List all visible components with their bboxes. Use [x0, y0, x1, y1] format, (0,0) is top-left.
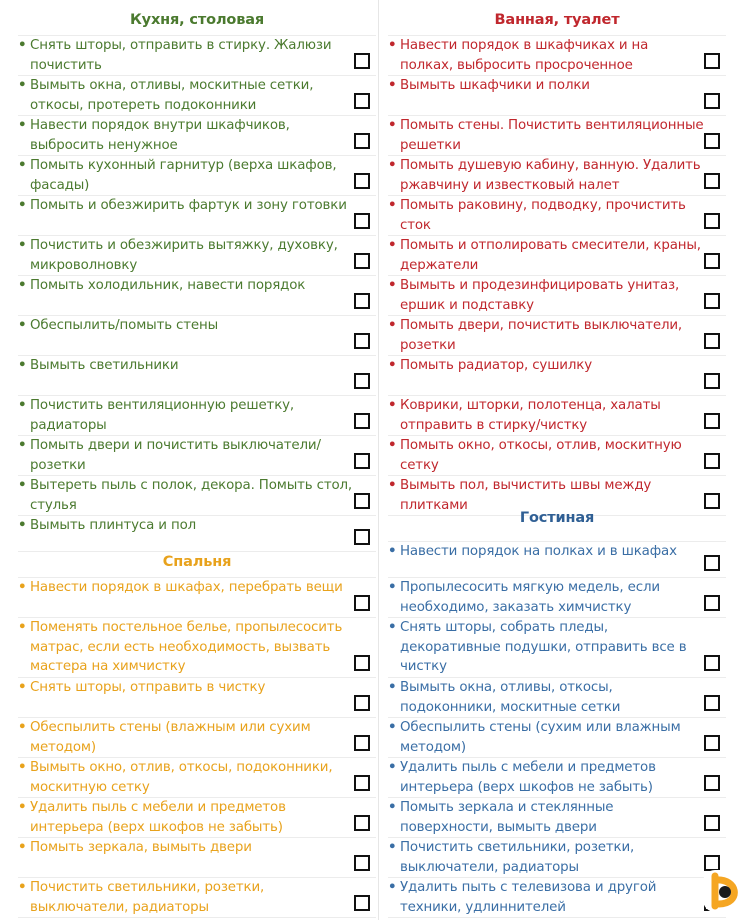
bullet: •: [388, 238, 397, 253]
checklist-item: [18, 236, 376, 276]
checklist-item-text: Помыть зеркала и стеклянные поверхности, вымыть двери: [400, 800, 614, 835]
checklist-item-text: Помыть зеркала, вымыть двери: [30, 840, 252, 855]
checklist-item-text: Снять шторы, отправить в стирку. Жалюзи почистить: [30, 38, 332, 73]
checkbox-icon[interactable]: [354, 655, 370, 671]
bullet: •: [388, 544, 397, 559]
bullet: •: [18, 78, 27, 93]
checklist-item-text: Помыть двери и почистить выключатели/розетки: [30, 438, 321, 473]
bullet: •: [388, 118, 397, 133]
checklist-item-text: Помыть стены. Почистить вентиляционные решетки: [400, 118, 704, 153]
checklist-item: [18, 36, 376, 76]
checklist-item-text: Вымыть пол, вычистить швы между плитками: [400, 478, 652, 513]
bullet: •: [388, 318, 397, 333]
bullet: •: [18, 620, 27, 635]
checklist-item-text: Навести порядок в шкафчиках и на полках, выбросить просроченное: [400, 38, 649, 73]
checklist-item-text: Коврики, шторки, полотенца, халаты отправить в стирку/чистку: [400, 398, 661, 433]
bullet: •: [18, 38, 27, 53]
checklist-item-text: Помыть душевую кабину, ванную. Удалить ржавчину и известковый налет: [400, 158, 701, 193]
checkbox-icon[interactable]: [704, 815, 720, 831]
bullet: •: [388, 38, 397, 53]
bullet: •: [388, 438, 397, 453]
checkbox-icon[interactable]: [354, 735, 370, 751]
checklist-item: [18, 436, 376, 476]
checkbox-icon[interactable]: [704, 373, 720, 389]
checklist-item-text: Удалить пыль с мебели и предметов интерьера (верх шкофов не забыть): [400, 760, 656, 795]
checklist-item-text: Навести порядок в шкафах, перебрать вещи: [30, 580, 343, 595]
checkbox-icon[interactable]: [354, 695, 370, 711]
checklist-item-text: Помыть и обезжирить фартук и зону готовки: [30, 198, 347, 213]
column-divider: [378, 0, 379, 920]
checklist-item-text: Снять шторы, собрать пледы, декоративные подушки, отправить все в чистку: [400, 620, 687, 674]
checklist-item: [18, 76, 376, 116]
checklist-item-text: Помыть окно, откосы, отлив, москитную сетку: [400, 438, 682, 473]
bullet: •: [388, 478, 397, 493]
checklist-item-text: Помыть двери, почистить выключатели, розетки: [400, 318, 683, 353]
bullet: •: [388, 840, 397, 855]
bullet: •: [18, 198, 27, 213]
bullet: •: [18, 680, 27, 695]
checklist-item-text: Почистить вентиляционную решетку, радиаторы: [30, 398, 295, 433]
checklist-item: [388, 236, 726, 276]
checklist-item: [388, 436, 726, 476]
checklist-item-text: Помыть холодильник, навести порядок: [30, 278, 306, 293]
checkbox-icon[interactable]: [354, 453, 370, 469]
checklist-item-text: Помыть и отполировать смесители, краны, держатели: [400, 238, 701, 273]
checklist-item-text: Навести порядок на полках и в шкафах: [400, 544, 677, 559]
checkbox-icon[interactable]: [354, 595, 370, 611]
checklist-item-text: Вымыть и продезинфицировать унитаз, ершик и подставку: [400, 278, 680, 313]
bullet: •: [18, 518, 27, 533]
checklist-item-text: Обеспылить стены (влажным или сухим методом): [30, 720, 311, 755]
checkbox-icon[interactable]: [704, 93, 720, 109]
checkbox-icon[interactable]: [354, 895, 370, 911]
checkbox-icon[interactable]: [704, 213, 720, 229]
checklist-item-text: Удалить пыль с мебели и предметов интерьера (верх шкофов не забыть): [30, 800, 286, 835]
bullet: •: [388, 800, 397, 815]
checkbox-icon[interactable]: [354, 93, 370, 109]
bullet: •: [388, 760, 397, 775]
checkbox-icon[interactable]: [354, 173, 370, 189]
checklist-item: [388, 156, 726, 196]
checklist-item: [388, 76, 726, 116]
bullet: •: [18, 880, 27, 895]
checklist-item: [388, 618, 726, 678]
checkbox-icon[interactable]: [704, 413, 720, 429]
bullet: •: [388, 358, 397, 373]
checklist-item: [388, 838, 726, 878]
checkbox-icon[interactable]: [354, 413, 370, 429]
checklist-item: [18, 758, 376, 798]
section-title-bedroom: Спальня: [18, 542, 376, 578]
checklist-item: [388, 196, 726, 236]
bullet: •: [388, 880, 397, 895]
checkbox-icon[interactable]: [704, 253, 720, 269]
checkbox-icon[interactable]: [354, 133, 370, 149]
domclick-logo-icon: [701, 868, 747, 914]
checklist-item: [388, 878, 726, 918]
checklist-item: [18, 316, 376, 356]
checklist-item: [388, 678, 726, 718]
checkbox-icon[interactable]: [354, 815, 370, 831]
checklist-item-text: Вымыть шкафчики и полки: [400, 78, 590, 93]
bullet: •: [18, 118, 27, 133]
checklist-item-text: Помыть раковину, подводку, прочистить сток: [400, 198, 686, 233]
section-title-living: Гостиная: [388, 498, 726, 542]
checkbox-icon[interactable]: [704, 735, 720, 751]
checklist-item: [388, 316, 726, 356]
checklist-item-text: Вымыть окна, отливы, москитные сетки, откосы, протереть подоконники: [30, 78, 314, 113]
checklist-item-text: Почистить светильники, розетки, выключатели, радиаторы: [400, 840, 635, 875]
checklist-item-text: Пропылесосить мягкую медель, если необходимо, заказать химчистку: [400, 580, 660, 615]
bullet: •: [18, 478, 27, 493]
checklist-item-text: Помыть кухонный гарнитур (верха шкафов, фасады): [30, 158, 337, 193]
checklist-item: [388, 116, 726, 156]
checklist-item: [18, 798, 376, 838]
checklist-item: [18, 578, 376, 618]
bullet: •: [18, 238, 27, 253]
bullet: •: [18, 720, 27, 735]
checklist-item: [388, 276, 726, 316]
bullet: •: [18, 760, 27, 775]
checklist-item-text: Вымыть окно, отлив, откосы, подоконники, москитную сетку: [30, 760, 333, 795]
checkbox-icon[interactable]: [354, 253, 370, 269]
bullet: •: [18, 278, 27, 293]
checklist-item-text: Навести порядок внутри шкафчиков, выбросить ненужное: [30, 118, 290, 153]
bullet: •: [18, 398, 27, 413]
checklist-item: [18, 356, 376, 396]
bullet: •: [388, 158, 397, 173]
checklist-item-text: Помыть радиатор, сушилку: [400, 358, 592, 373]
checkbox-icon[interactable]: [704, 655, 720, 671]
bullet: •: [388, 620, 397, 635]
checkbox-icon[interactable]: [704, 333, 720, 349]
checkbox-icon[interactable]: [354, 373, 370, 389]
bullet: •: [18, 800, 27, 815]
bullet: •: [18, 580, 27, 595]
checklist-item: [18, 196, 376, 236]
section-title-bathroom: Ванная, туалет: [388, 0, 726, 36]
checklist-item-text: Снять шторы, отправить в чистку: [30, 680, 266, 695]
checklist-item: [388, 758, 726, 798]
checklist-item-text: Вымыть плинтуса и пол: [30, 518, 197, 533]
checklist-item: [18, 156, 376, 196]
checkbox-icon[interactable]: [354, 53, 370, 69]
checkbox-icon[interactable]: [704, 453, 720, 469]
checkbox-icon[interactable]: [704, 173, 720, 189]
checklist-item: [388, 542, 726, 578]
bullet: •: [18, 840, 27, 855]
checklist-item: [18, 276, 376, 316]
checklist-item: [388, 578, 726, 618]
bullet: •: [388, 78, 397, 93]
checklist-item: [18, 396, 376, 436]
checkbox-icon[interactable]: [704, 133, 720, 149]
checklist-item-text: Вымыть окна, отливы, откосы, подоконники, москитные сетки: [400, 680, 621, 715]
checklist-item-text: Почистить светильники, розетки, выключатели, радиаторы: [30, 880, 265, 915]
checkbox-icon[interactable]: [704, 293, 720, 309]
checklist-item: [388, 718, 726, 758]
checklist-item-text: Обеспылить/помыть стены: [30, 318, 219, 333]
bullet: •: [388, 680, 397, 695]
checkbox-icon[interactable]: [354, 855, 370, 871]
checklist-item: [388, 396, 726, 436]
checklist-item-text: Почистить и обезжирить вытяжку, духовку, микроволновку: [30, 238, 338, 273]
bullet: •: [18, 438, 27, 453]
checklist-item: [388, 798, 726, 838]
checkbox-icon[interactable]: [704, 595, 720, 611]
checklist-item: [18, 838, 376, 878]
checkbox-icon[interactable]: [354, 333, 370, 349]
checkbox-icon[interactable]: [354, 213, 370, 229]
checklist-item-text: Удалить пыть с телевизова и другой техники, удлиннителей: [400, 880, 657, 915]
checkbox-icon[interactable]: [704, 555, 720, 571]
checkbox-icon[interactable]: [354, 493, 370, 509]
bullet: •: [388, 720, 397, 735]
checkbox-icon[interactable]: [704, 53, 720, 69]
checklist-item: [18, 678, 376, 718]
checklist-item-text: Вымыть светильники: [30, 358, 179, 373]
checklist-item: [18, 116, 376, 156]
checkbox-icon[interactable]: [354, 775, 370, 791]
checklist-item-text: Вытереть пыль с полок, декора. Помыть стол, стулья: [30, 478, 353, 513]
checklist-item: [18, 476, 376, 516]
checklist-item: [18, 878, 376, 918]
bullet: •: [388, 398, 397, 413]
bullet: •: [18, 358, 27, 373]
checkbox-icon[interactable]: [354, 293, 370, 309]
checklist-item-text: Обеспылить стены (сухим или влажным методом): [400, 720, 681, 755]
checklist-item: [388, 356, 726, 396]
bullet: •: [18, 158, 27, 173]
bullet: •: [18, 318, 27, 333]
bullet: •: [388, 198, 397, 213]
checkbox-icon[interactable]: [704, 775, 720, 791]
checklist-item: [18, 618, 376, 678]
checklist-item-text: Поменять постельное белье, пропылесосить матрас, если есть необходимость, вызвать мастера на химчистку: [30, 620, 343, 674]
checklist-item: [18, 718, 376, 758]
bullet: •: [388, 580, 397, 595]
section-title-kitchen: Кухня, столовая: [18, 0, 376, 36]
checklist-item: [388, 36, 726, 76]
checkbox-icon[interactable]: [704, 695, 720, 711]
bullet: •: [388, 278, 397, 293]
